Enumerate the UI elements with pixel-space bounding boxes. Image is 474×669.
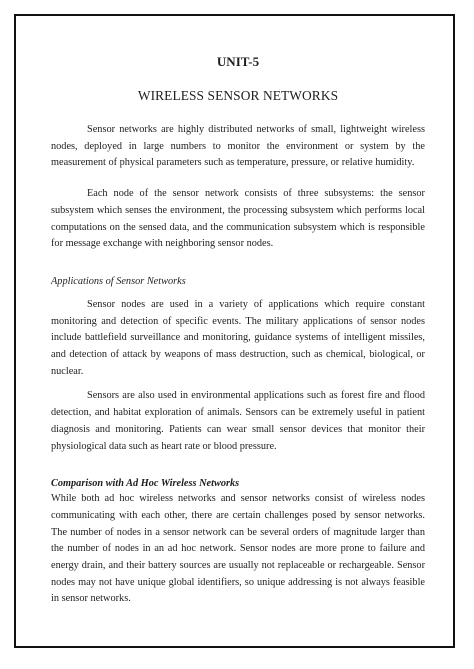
section-heading-applications: Applications of Sensor Networks: [51, 275, 186, 287]
section-heading-comparison: Comparison with Ad Hoc Wireless Networks: [51, 478, 240, 490]
chapter-title: WIRELESS SENSOR NETWORKS: [137, 88, 339, 103]
intro-paragraph-1: Sensor networks are highly distributed networks of small, lightweight wireless nodes, deployed in large numbers to monitor the environment or system by the measurement of physical parameters such as temperature, pressure, or relative humidity.: [51, 124, 425, 169]
unit-title: UNIT-5: [216, 54, 260, 69]
comparison-paragraph-1: While both ad hoc wireless networks and sensor networks consist of wireless nodes communicating with each other, there are certain challenges posed by sensor networks. The number of nodes in a sensor network can be several orders of magnitude larger than the number of nodes in an ad hoc network. Sensor nodes are more prone to failure and energy drain, and their battery sources are usually not replaceable or rechargeable. Sensor nodes may not have unique global identifiers, so unique addressing is not always feasible in sensor networks.: [51, 493, 425, 605]
intro-paragraph-2: Each node of the sensor network consists of three subsystems: the sensor subsystem which senses the environment, the processing subsystem which performs local computations on the sensed data, and the communication subsystem which is responsible for message exchange with neighboring sensor nodes.: [51, 188, 425, 250]
applications-paragraph-2: Sensors are also used in environmental applications such as forest fire and flood detection, and habitat exploration of animals. Sensors can be extremely useful in patient diagnosis and monitoring. Patients can wear small sensor devices that monitor their physiological data such as heart rate or blood pressure.: [51, 390, 425, 452]
document-content: [51, 54, 425, 608]
applications-paragraph-1: Sensor nodes are used in a variety of applications which require constant monitoring and detection of specific events. The military applications of sensor nodes include battlefield surveillance and monitoring, guidance systems of intelligent missiles, and detection of attack by weapons of mass destruction, such as chemical, biological, or nuclear.: [51, 298, 425, 377]
